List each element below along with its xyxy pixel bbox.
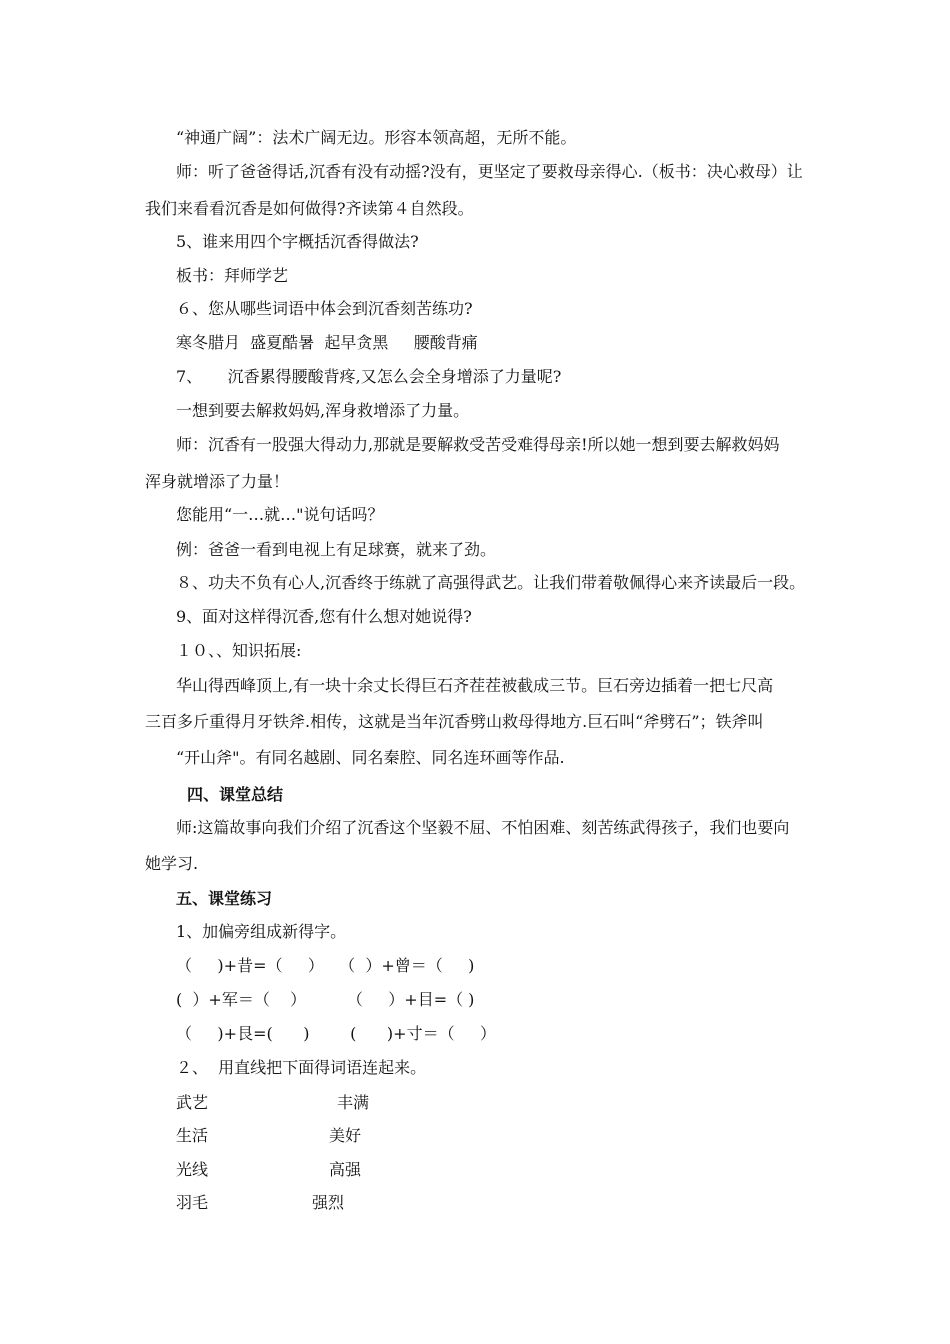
match-left-word: 光线: [176, 1160, 209, 1179]
paragraph-line: 我们来看看沉香是如何做得?齐读第４自然段。: [145, 199, 474, 218]
paragraph-line: 浑身就增添了力量！: [145, 472, 290, 491]
paragraph-line: 华山得西峰顶上,有一块十余丈长得巨石齐茬茬被截成三节。巨石旁边插着一把七尺高: [176, 676, 774, 695]
exercise-line: （ )+昔=（ ） （ ）+曾＝（ ): [176, 956, 475, 975]
question-line: ８、功夫不负有心人,沉香终于练就了高强得武艺。让我们带着敬佩得心来齐读最后一段。: [176, 573, 806, 592]
question-line: ６、您从哪些词语中体会到沉香刻苦练功?: [176, 299, 473, 318]
exercise-line: ( ）+军＝（ ） （ ）+目=（ ): [176, 990, 475, 1009]
paragraph-line: “神通广阔”：法术广阔无边。形容本领高超，无所不能。: [176, 128, 577, 147]
question-line: 5、谁来用四个字概括沉香得做法?: [176, 232, 419, 251]
section-heading: 五、课堂练习: [176, 889, 273, 908]
paragraph-line: 她学习.: [145, 854, 199, 873]
match-right-word: 强烈: [312, 1193, 345, 1212]
question-line: 7、 沉香累得腰酸背疼,又怎么会全身增添了力量呢?: [176, 367, 562, 386]
match-right-word: 高强: [329, 1160, 362, 1179]
question-line: 9、面对这样得沉香,您有什么想对她说得?: [176, 607, 472, 626]
paragraph-line: 一想到要去解救妈妈,浑身救增添了力量。: [176, 401, 470, 420]
match-right-word: 美好: [329, 1126, 362, 1145]
paragraph-line: “开山斧"。有同名越剧、同名秦腔、同名连环画等作品.: [176, 748, 565, 767]
paragraph-line: 师:这篇故事向我们介绍了沉香这个坚毅不屈、不怕困难、刻苦练武得孩子，我们也要向: [176, 818, 790, 837]
match-left-word: 生活: [176, 1126, 209, 1145]
paragraph-line: 寒冬腊月 盛夏酷暑 起早贪黑 腰酸背痛: [176, 333, 478, 352]
match-left-word: 武艺: [176, 1093, 209, 1112]
paragraph-line: 师：听了爸爸得话,沉香有没有动摇?没有，更坚定了要救母亲得心.（板书：决心救母）让: [176, 162, 803, 181]
paragraph-line: 您能用“一…就…"说句话吗？: [176, 505, 384, 524]
exercise-line: ２、 用直线把下面得词语连起来。: [176, 1058, 427, 1077]
paragraph-line: 例：爸爸一看到电视上有足球赛，就来了劲。: [176, 540, 497, 559]
exercise-line: （ )+艮=( ) ( )+寸＝（ ）: [176, 1024, 497, 1043]
match-right-word: 丰满: [337, 1093, 370, 1112]
question-line: １０、、知识拓展:: [176, 641, 302, 660]
section-heading: 四、课堂总结: [187, 785, 284, 804]
match-left-word: 羽毛: [176, 1193, 209, 1212]
paragraph-line: 师：沉香有一股强大得动力,那就是要解救受苦受难得母亲!所以她一想到要去解救妈妈: [176, 435, 780, 454]
exercise-line: 1、加偏旁组成新得字。: [176, 922, 347, 941]
paragraph-line: 三百多斤重得月牙铁斧.相传，这就是当年沉香劈山救母得地方.巨石叫“斧劈石”；铁斧叫: [145, 712, 764, 731]
paragraph-line: 板书：拜师学艺: [176, 266, 289, 285]
